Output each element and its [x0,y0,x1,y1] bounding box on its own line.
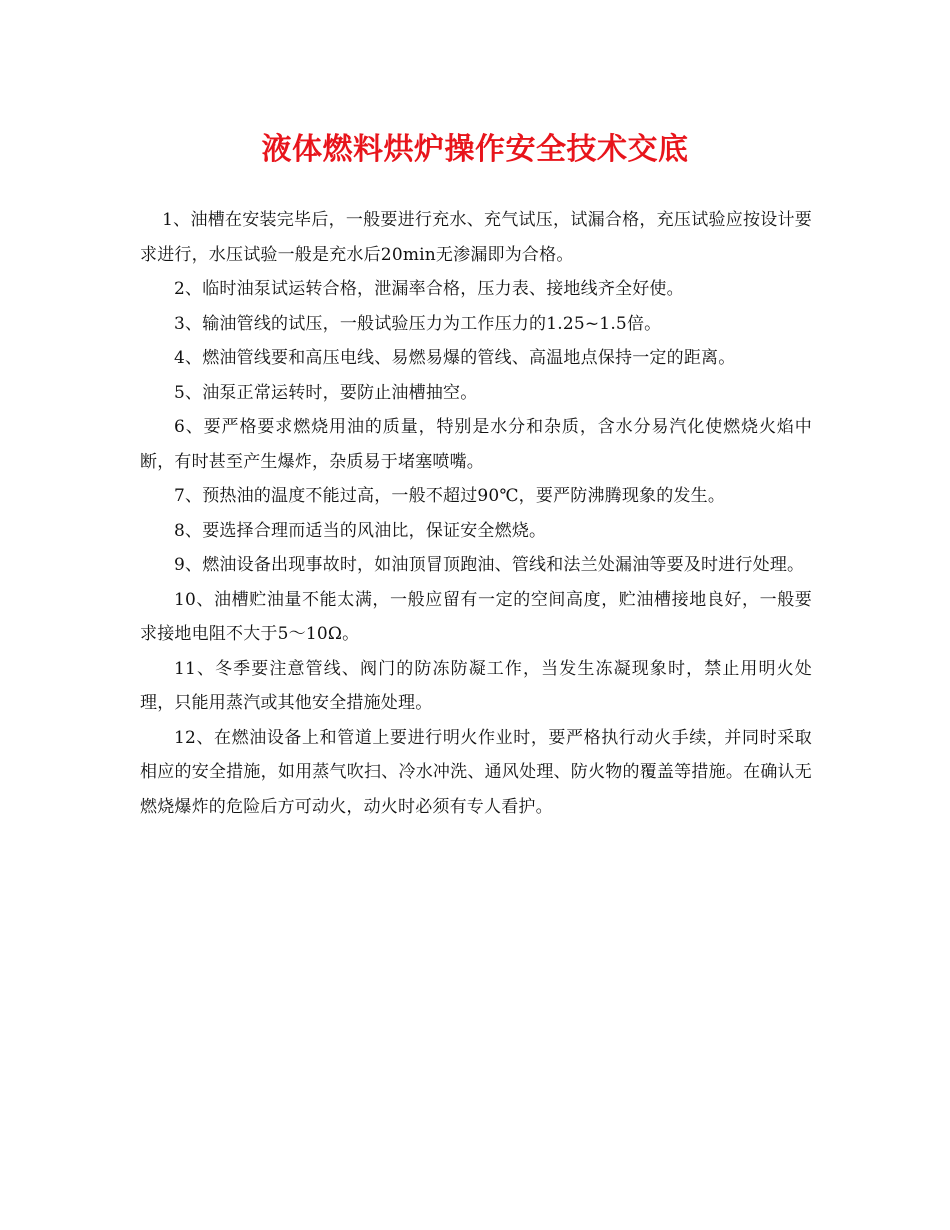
list-item-7: 7、预热油的温度不能过高，一般不超过90℃，要严防沸腾现象的发生。 [174,486,726,506]
list-item-2: 2、临时油泵试运转合格，泄漏率合格，压力表、接地线齐全好使。 [174,279,684,299]
list-item-11: 11、冬季要注意管线、阀门的防冻防凝工作，当发生冻凝现象时，禁止用明火处理，只能用蒸汽或其他安全措施处理。 [140,658,812,713]
list-item-6: 6、要严格要求燃烧用油的质量，特别是水分和杂质，含水分易汽化使燃烧火焰中断，有时甚至产生爆炸，杂质易于堵塞喷嘴。 [140,417,812,472]
list-item-3: 3、输油管线的试压，一般试验压力为工作压力的1.25~1.5倍。 [174,313,662,334]
list-item-1: 1、油槽在安装完毕后，一般要进行充水、充气试压，试漏合格，充压试验应按设计要求进行，水压试验一般是充水后20min无渗漏即为合格。 [140,210,812,265]
list-item-5: 5、油泵正常运转时，要防止油槽抽空。 [174,382,478,403]
list-item-8: 8、要选择合理而适当的风油比，保证安全燃烧。 [174,520,547,541]
list-item-12: 12、在燃油设备上和管道上要进行明火作业时，要严格执行动火手续，并同时采取相应的安全措施，如用蒸气吹扫、冷水冲洗、通风处理、防火物的覆盖等措施。在确认无燃烧爆炸的危险后方可动火，动火时必须有专人看护。 [140,727,812,817]
list-item-9: 9、燃油设备出现事故时，如油顶冒顶跑油、管线和法兰处漏油等要及时进行处理。 [174,555,805,575]
document-title: 液体燃料烘炉操作安全技术交底 [261,132,689,167]
list-item-4: 4、燃油管线要和高压电线、易燃易爆的管线、高温地点保持一定的距离。 [174,348,736,368]
list-item-10: 10、油槽贮油量不能太满，一般应留有一定的空间高度，贮油槽接地良好，一般要求接地电阻不大于5～10Ω。 [140,589,812,644]
document-body [140,203,812,824]
